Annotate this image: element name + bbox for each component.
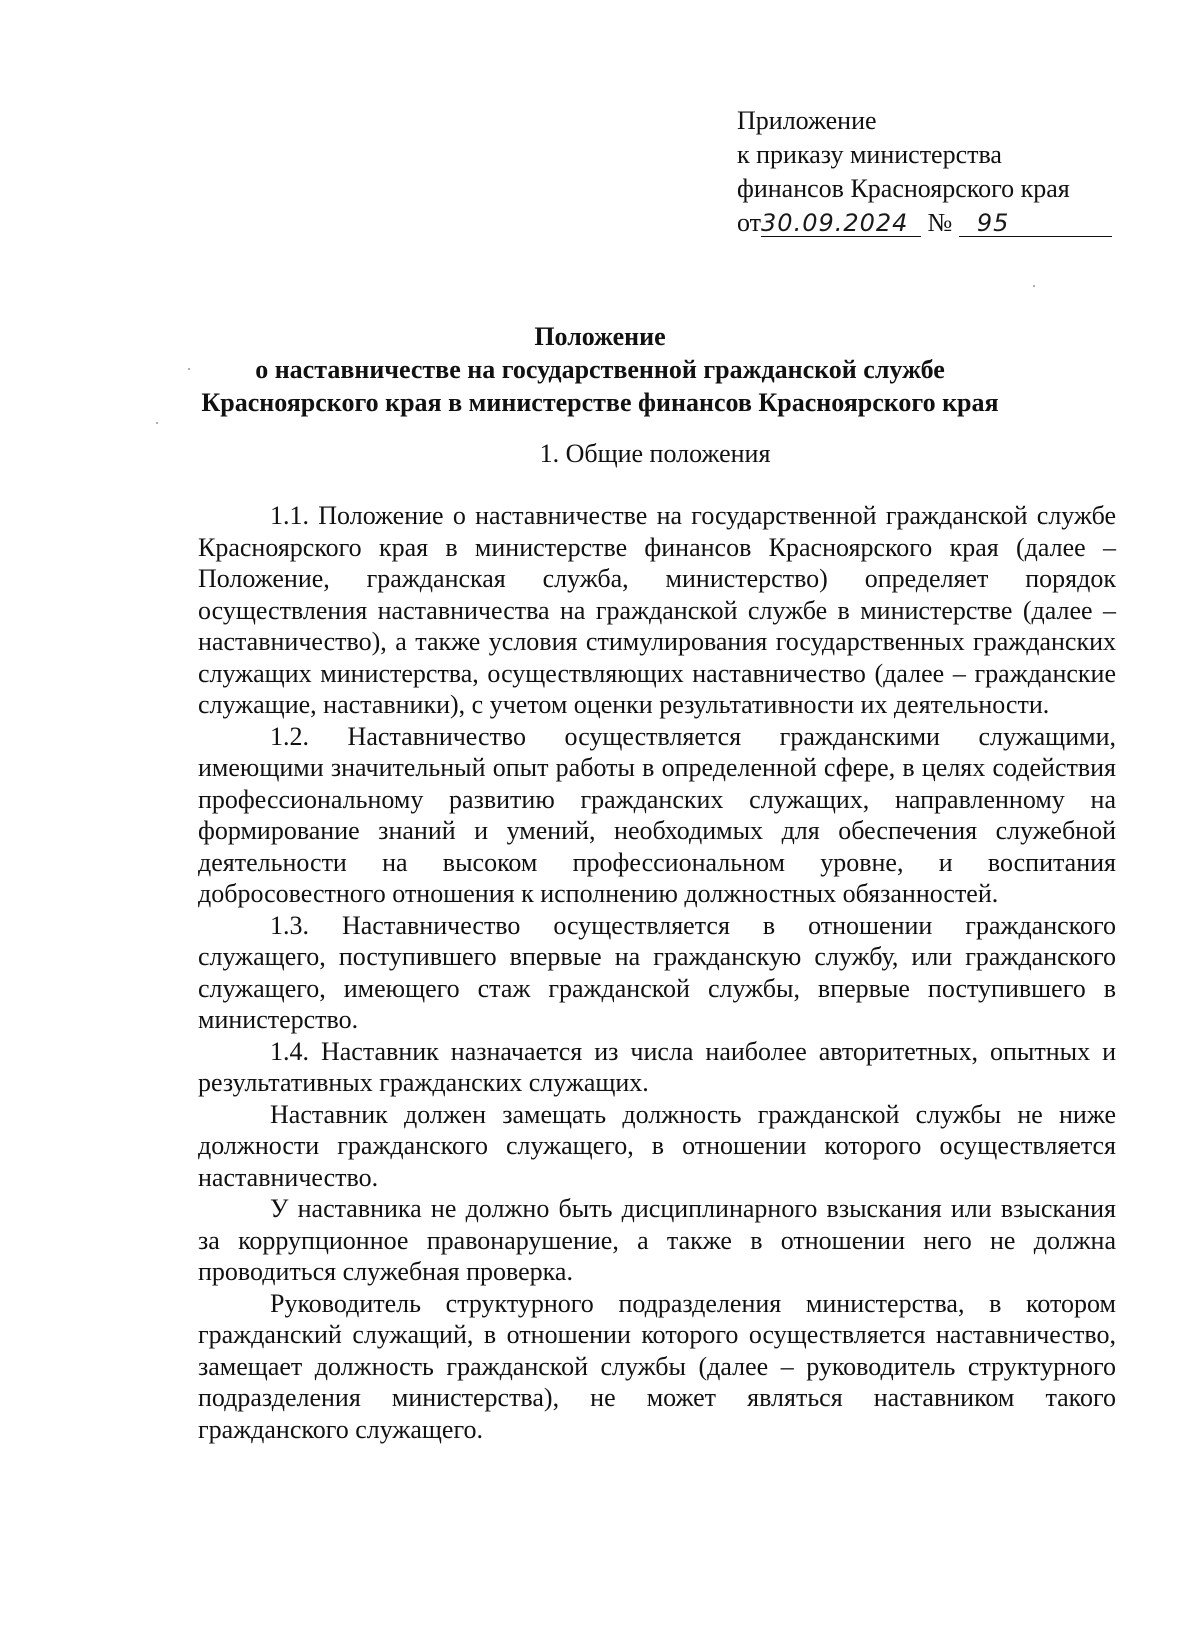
number-prefix: № [927,208,953,237]
paragraph-1-2: 1.2. Наставничество осуществляется гражданскими служащими, имеющими значительный опыт работы в определенной сфере, в целях содействия профессиональному развитию гражданских служащих, направленному на формирование знаний и умений, необходимых для обеспечения служебной деятельности на высоком профессиональном уровне, и воспитания добросовестного отношения к исполнению должностных обязанностей. [198,721,1116,908]
appendix-line-3: финансов Красноярского края [737,174,1070,203]
handwritten-date: 30.09.2024 [761,210,921,237]
paragraph-1-4: 1.4. Наставник назначается из числа наиболее авторитетных, опытных и результативных гражданских служащих. [198,1036,1116,1097]
title-line-1: Положение [534,322,666,351]
scan-speck [156,422,158,424]
paragraph-1-3: 1.3. Наставничество осуществляется в отношении гражданского служащего, поступившего впервые на гражданскую службу, или гражданского служащего, имеющего стаж гражданской службы, впервые поступившего в министерство. [198,910,1116,1034]
paragraph-1-1: 1.1. Положение о наставничестве на государственной гражданской службе Красноярского края в министерстве финансов Красноярского края (далее – Положение, гражданская служба, министерство) определяет порядок осуществления наставничества на гражданской службе в министерстве (далее – наставничество), а также условия стимулирования государственных гражданских служащих министерства, осуществляющих наставничество (далее – гражданские служащие, наставники), с учетом оценки результативности их деятельности. [198,501,1116,719]
title-line-3: Красноярского края в министерстве финансов Красноярского края [201,388,999,417]
appendix-line-2: к приказу министерства [737,140,1002,169]
paragraph-mentor-position: Наставник должен замещать должность гражданской службы не ниже должности гражданского служащего, в отношении которого осуществляется наставничество. [198,1099,1116,1192]
title-line-2: о наставничестве на государственной гражданской службе [255,355,945,384]
scan-speck [188,368,190,370]
appendix-line-1: Приложение [737,106,877,135]
section-heading: 1. Общие положения [539,439,771,468]
scan-speck [1033,285,1035,287]
date-prefix: от [737,208,762,237]
document-title [0,320,1200,419]
handwritten-number: 95 [959,210,1112,237]
appendix-block [737,104,1112,240]
paragraph-head-of-unit: Руководитель структурного подразделения министерства, в котором гражданский служащий, в отношении которого осуществляется наставничество, замещает должность гражданской службы (далее – руководитель структурного подразделения министерства), не может являться наставником такого гражданского служащего. [198,1288,1116,1444]
paragraph-mentor-discipline: У наставника не должно быть дисциплинарного взыскания или взыскания за коррупционное правонарушение, а также в отношении него не должна проводиться служебная проверка. [198,1194,1116,1286]
appendix-date-line [737,206,1112,240]
document-body [198,500,1116,1445]
